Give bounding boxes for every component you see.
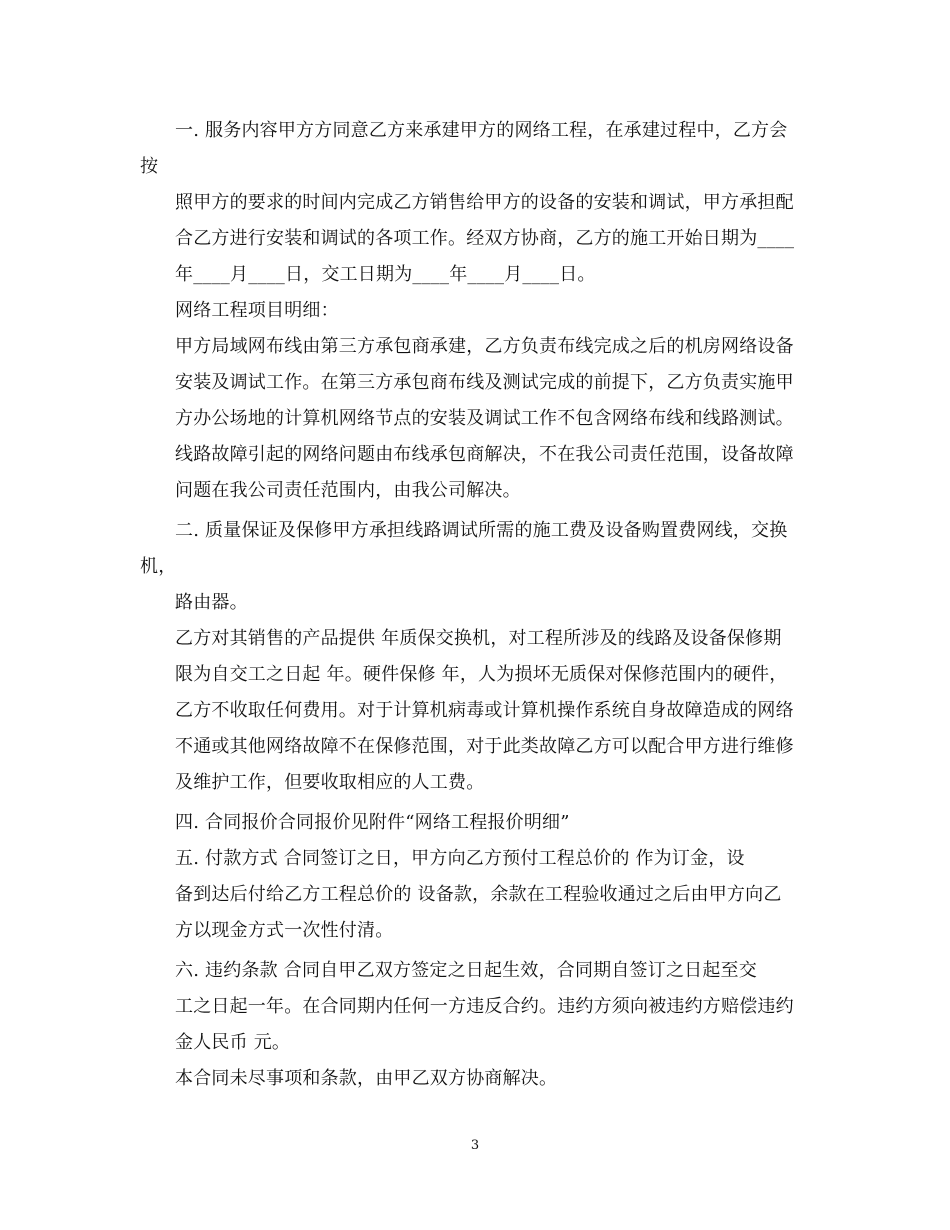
text-line: 乙方对其销售的产品提供 年质保交换机，对工程所涉及的线路及设备保修期 — [175, 628, 782, 649]
section-heading: 网络工程项目明细： — [175, 300, 339, 321]
text-line: 乙方不收取任何费用。对于计算机病毒或计算机操作系统自身故障造成的网络 — [175, 700, 794, 721]
text-line: 路由器。 — [175, 592, 248, 613]
text-line: 五. 付款方式 合同签订之日，甲方向乙方预付工程总价的 作为订金，设 — [175, 848, 745, 869]
text-line: 方以现金方式一次性付清。 — [175, 920, 394, 941]
text-line: 六. 违约条款 合同自甲乙双方签定之日起生效，合同期自签订之日起至交 — [175, 960, 757, 981]
text-line: 合乙方进行安装和调试的各项工作。经双方协商，乙方的施工开始日期为____ — [175, 228, 795, 249]
text-line: 金人民币 元。 — [175, 1032, 291, 1053]
text-line: 年____月____日，交工日期为____年____月____日。 — [175, 264, 596, 285]
page-number: 3 — [470, 1138, 480, 1153]
text-line: 方办公场地的计算机网络节点的安装及调试工作不包含网络布线和线路测试。 — [175, 408, 794, 429]
text-line: 安装及调试工作。在第三方承包商布线及测试完成的前提下，乙方负责实施甲 — [175, 372, 794, 393]
text-line: 一. 服务内容甲方方同意乙方来承建甲方的网络工程，在承建过程中，乙方会 — [175, 120, 788, 141]
text-line: 照甲方的要求的时间内完成乙方销售给甲方的设备的安装和调试，甲方承担配 — [175, 192, 794, 213]
text-line: 问题在我公司责任范围内，由我公司解决。 — [175, 480, 521, 501]
text-line: 及维护工作，但要收取相应的人工费。 — [175, 772, 485, 793]
text-line: 不通或其他网络故障不在保修范围，对于此类故障乙方可以配合甲方进行维修 — [175, 736, 794, 757]
text-line: 二. 质量保证及保修甲方承担线路调试所需的施工费及设备购置费网线，交换 — [175, 520, 788, 541]
text-line: 甲方局域网布线由第三方承包商承建，乙方负责布线完成之后的机房网络设备 — [175, 336, 794, 357]
text-line: 按 — [140, 156, 159, 177]
text-line: 线路故障引起的网络问题由布线承包商解决，不在我公司责任范围，设备故障 — [175, 444, 794, 465]
text-line: 工之日起一年。在合同期内任何一方违反合约。违约方须向被违约方赔偿违约 — [175, 996, 794, 1017]
text-line: 备到达后付给乙方工程总价的 设备款，余款在工程验收通过之后由甲方向乙 — [175, 884, 782, 905]
text-line: 机， — [140, 556, 177, 577]
text-line: 限为自交工之日起 年。硬件保修 年，人为损坏无质保对保修范围内的硬件， — [175, 664, 788, 685]
text-line: 本合同未尽事项和条款，由甲乙双方协商解决。 — [175, 1068, 558, 1089]
text-line: 四. 合同报价合同报价见附件“网络工程报价明细” — [175, 812, 570, 833]
